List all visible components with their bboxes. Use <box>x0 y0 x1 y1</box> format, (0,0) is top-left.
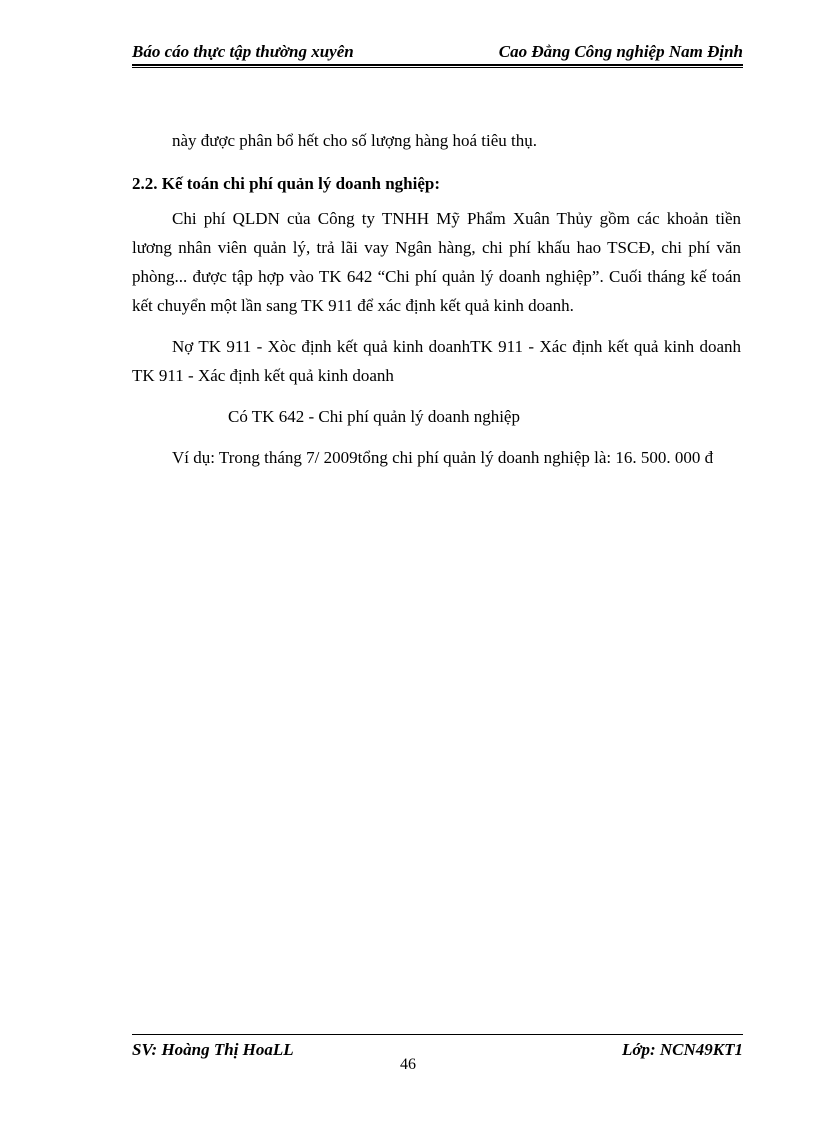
header-school-name: Cao Đẳng Công nghiệp Nam Định <box>498 42 743 61</box>
continuation-text: này được phân bổ hết cho số lượng hàng hoá tiêu thụ. <box>172 131 538 150</box>
footer-rule <box>132 1034 743 1035</box>
journal-debit-entry: Nợ TK 911 - Xòc định kết quả kinh doanhTK 911 - Xác định kết quả kinh doanh TK 911 - Xác định kết quả kinh doanh <box>132 337 741 385</box>
page-header <box>132 40 743 64</box>
journal-credit-entry: Có TK 642 - Chi phí quản lý doanh nghiệp <box>228 407 520 426</box>
section-heading: 2.2. Kế toán chi phí quản lý doanh nghiệp: <box>132 174 440 193</box>
page-number: 46 <box>400 1056 416 1073</box>
footer-student-name: SV: Hoàng Thị HoaLL <box>132 1040 294 1059</box>
paragraph-description: Chi phí QLDN của Công ty TNHH Mỹ Phẩm Xuân Thủy gồm các khoản tiền lương nhân viên quản lý, trả lãi vay Ngân hàng, chi phí khấu hao TSCĐ, chi phí văn phòng... được tập hợp vào TK 642 “Chi phí quản lý doanh nghiệp”. Cuối tháng kế toán kết chuyển một lần sang TK 911 để xác định kết quả kinh doanh. <box>132 209 741 315</box>
header-report-title: Báo cáo thực tập thường xuyên <box>132 42 354 61</box>
footer-class-code: Lớp: NCN49KT1 <box>621 1040 743 1059</box>
header-rule-thin <box>132 67 743 68</box>
page-body <box>132 126 741 472</box>
header-rule-thick <box>132 64 743 66</box>
example-paragraph: Ví dụ: Trong tháng 7/ 2009tổng chi phí quản lý doanh nghiệp là: 16. 500. 000 đ <box>172 448 714 467</box>
